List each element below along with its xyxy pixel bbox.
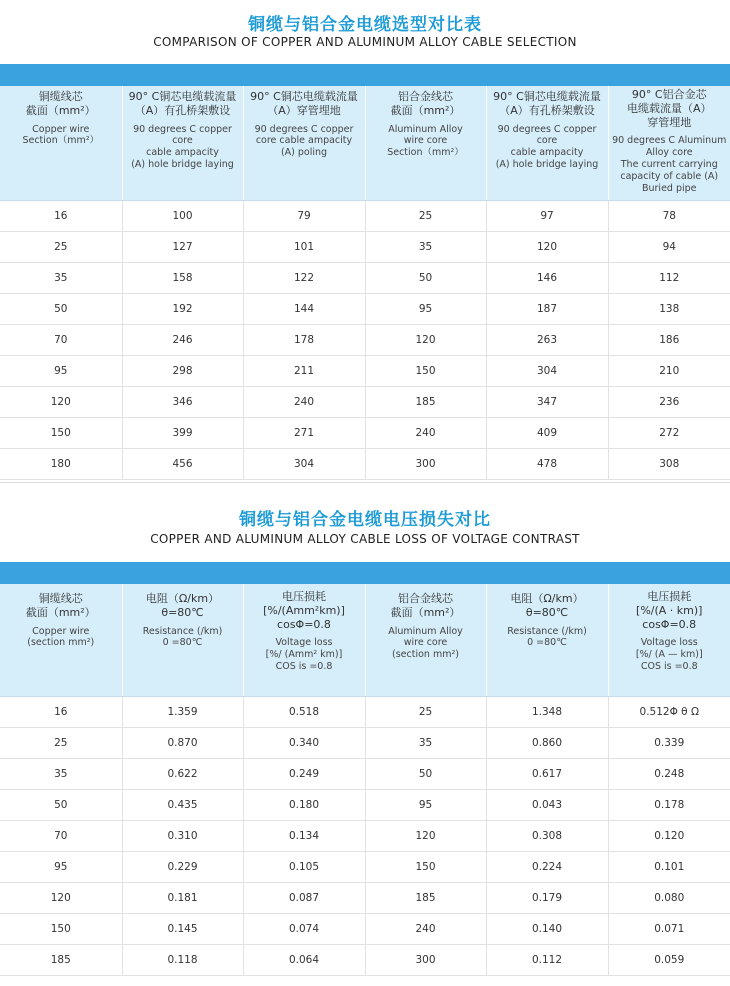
table-cell: 304 xyxy=(486,355,608,386)
table-cell: 50 xyxy=(0,293,122,324)
header-text-cn: 电压损耗 xyxy=(282,590,326,603)
table-cell: 16 xyxy=(0,200,122,231)
header-text-cn: 90° C铝合金芯 xyxy=(631,88,707,101)
table-cell: 0.087 xyxy=(243,882,365,913)
header-text-en: cable ampacity xyxy=(146,147,219,159)
header-text-cn: 90° C铜芯电缆载流量 xyxy=(128,90,237,103)
header-text-cn: 铝合金线芯 xyxy=(398,592,453,605)
table-cell: 120 xyxy=(365,324,486,355)
table-cell: 246 xyxy=(122,324,243,355)
header-text-en: cable ampacity xyxy=(510,147,584,159)
table-cell: 0.512Φ θ Ω xyxy=(608,696,730,727)
header-text-cn: 铜缆线芯 xyxy=(38,90,83,103)
table-cell: 16 xyxy=(0,696,122,727)
table-cell: 35 xyxy=(365,231,486,262)
header-text-en: Aluminum Alloy xyxy=(388,123,463,135)
table-cell: 263 xyxy=(486,324,608,355)
column-header xyxy=(365,584,486,696)
table-cell: 0.181 xyxy=(122,882,243,913)
table-cell: 240 xyxy=(243,386,365,417)
table-cell: 185 xyxy=(365,882,486,913)
cable-selection-table xyxy=(0,86,730,480)
table-cell: 94 xyxy=(608,231,730,262)
table-cell: 0.617 xyxy=(486,758,608,789)
voltage-loss-table xyxy=(0,584,730,976)
header-text-en: (A) hole bridge laying xyxy=(495,159,599,171)
table-row xyxy=(0,851,730,882)
column-header xyxy=(243,86,365,200)
table-cell: 0.518 xyxy=(243,696,365,727)
table-cell: 308 xyxy=(608,448,730,479)
table-cell: 150 xyxy=(365,851,486,882)
column-header xyxy=(486,86,608,200)
table-row xyxy=(0,944,730,975)
column-header xyxy=(0,584,122,696)
table-row xyxy=(0,231,730,262)
section1-end-line xyxy=(0,482,730,483)
table-cell: 180 xyxy=(0,448,122,479)
table-row xyxy=(0,789,730,820)
table-cell: 0.112 xyxy=(486,944,608,975)
table-cell: 35 xyxy=(365,727,486,758)
header-text-cn: θ=80℃ xyxy=(525,605,569,619)
table-cell: 300 xyxy=(365,944,486,975)
table-cell: 210 xyxy=(608,355,730,386)
table-cell: 0.229 xyxy=(122,851,243,882)
table-cell: 0.435 xyxy=(122,789,243,820)
header-text-cn: 截面（mm²） xyxy=(25,605,96,619)
table-cell: 79 xyxy=(243,200,365,231)
table-cell: 25 xyxy=(365,200,486,231)
column-header xyxy=(0,86,122,200)
table-cell: 211 xyxy=(243,355,365,386)
table-cell: 127 xyxy=(122,231,243,262)
table-row xyxy=(0,200,730,231)
table-cell: 0.145 xyxy=(122,913,243,944)
table-row xyxy=(0,696,730,727)
table-row xyxy=(0,293,730,324)
table-cell: 95 xyxy=(365,293,486,324)
header-text-en: Buried pipe xyxy=(641,182,697,194)
section1-header-bar xyxy=(0,64,730,86)
table-cell: 478 xyxy=(486,448,608,479)
table-cell: 78 xyxy=(608,200,730,231)
header-text-en: 90 degrees C copper core xyxy=(497,123,597,147)
header-text-en: 0 =80℃ xyxy=(527,637,567,649)
header-text-en: Aluminum Alloy xyxy=(388,625,463,637)
header-text-en: COS is =0.8 xyxy=(640,661,698,672)
table-cell: 0.064 xyxy=(243,944,365,975)
table-cell: 150 xyxy=(0,913,122,944)
header-text-en: Copper wire xyxy=(32,625,90,637)
table-row xyxy=(0,386,730,417)
header-text-cn: 90° C铜芯电缆载流量 xyxy=(493,90,601,103)
header-text-cn: 90° C铜芯电缆载流量 xyxy=(250,90,358,103)
table-cell: 146 xyxy=(486,262,608,293)
header-text-en: Resistance (/km) xyxy=(507,625,587,637)
table-cell: 0.308 xyxy=(486,820,608,851)
table-cell: 158 xyxy=(122,262,243,293)
table-cell: 298 xyxy=(122,355,243,386)
header-text-en: capacity of cable (A) xyxy=(620,170,719,182)
table-cell: 0.249 xyxy=(243,758,365,789)
table-cell: 409 xyxy=(486,417,608,448)
table-cell: 35 xyxy=(0,758,122,789)
table-cell: 0.860 xyxy=(486,727,608,758)
header-text-en: (section mm²) xyxy=(27,637,95,649)
table-cell: 95 xyxy=(365,789,486,820)
table-cell: 272 xyxy=(608,417,730,448)
header-text-cn: 电阻（Ω/km） xyxy=(510,592,584,605)
table-cell: 1.359 xyxy=(122,696,243,727)
header-text-en: The current carrying xyxy=(620,159,718,170)
table-row xyxy=(0,417,730,448)
table-cell: 0.180 xyxy=(243,789,365,820)
table-row xyxy=(0,820,730,851)
table-cell: 120 xyxy=(365,820,486,851)
table-cell: 122 xyxy=(243,262,365,293)
header-text-en: Alloy core xyxy=(645,147,693,159)
table-cell: 300 xyxy=(365,448,486,479)
table-row xyxy=(0,448,730,479)
table-cell: 50 xyxy=(365,262,486,293)
table-cell: 25 xyxy=(365,696,486,727)
table-cell: 0.080 xyxy=(608,882,730,913)
header-text-en: 90 degrees C copper core xyxy=(133,123,232,147)
table-header-row xyxy=(0,86,730,200)
table-cell: 0.140 xyxy=(486,913,608,944)
table-cell: 186 xyxy=(608,324,730,355)
table-cell: 0.120 xyxy=(608,820,730,851)
table-cell: 101 xyxy=(243,231,365,262)
table-cell: 0.310 xyxy=(122,820,243,851)
table-cell: 0.059 xyxy=(608,944,730,975)
table-cell: 347 xyxy=(486,386,608,417)
table-row xyxy=(0,758,730,789)
table-cell: 185 xyxy=(365,386,486,417)
table-cell: 0.622 xyxy=(122,758,243,789)
table-cell: 120 xyxy=(0,882,122,913)
table-cell: 185 xyxy=(0,944,122,975)
table-cell: 144 xyxy=(243,293,365,324)
section1-title-en: COMPARISON OF COPPER AND ALUMINUM ALLOY CABLE SELECTION xyxy=(153,35,577,49)
table-cell: 0.134 xyxy=(243,820,365,851)
table-cell: 150 xyxy=(365,355,486,386)
header-text-en: Resistance (/km) xyxy=(142,625,223,637)
column-header xyxy=(243,584,365,696)
table-cell: 346 xyxy=(122,386,243,417)
table-cell: 0.224 xyxy=(486,851,608,882)
header-text-en: (A) poling xyxy=(280,147,328,159)
table-cell: 120 xyxy=(0,386,122,417)
header-text-en: COS is =0.8 xyxy=(275,661,333,672)
table-cell: 150 xyxy=(0,417,122,448)
header-text-cn: 电阻（Ω/km） xyxy=(145,592,220,605)
table-row xyxy=(0,913,730,944)
table-cell: 138 xyxy=(608,293,730,324)
table-cell: 0.118 xyxy=(122,944,243,975)
table-cell: 0.179 xyxy=(486,882,608,913)
table-row xyxy=(0,324,730,355)
table-cell: 50 xyxy=(0,789,122,820)
header-text-en: wire core xyxy=(403,637,448,649)
column-header xyxy=(608,584,730,696)
table-cell: 120 xyxy=(486,231,608,262)
table-cell: 0.101 xyxy=(608,851,730,882)
table-cell: 178 xyxy=(243,324,365,355)
column-header xyxy=(608,86,730,200)
header-text-en: Section（mm²） xyxy=(387,147,464,159)
header-text-en: wire core xyxy=(403,135,448,147)
table-row xyxy=(0,355,730,386)
header-text-en: [%/ (A — km)] xyxy=(635,649,703,661)
table-cell: 25 xyxy=(0,231,122,262)
table-cell: 100 xyxy=(122,200,243,231)
table-cell: 0.071 xyxy=(608,913,730,944)
table-cell: 35 xyxy=(0,262,122,293)
column-header xyxy=(486,584,608,696)
table-cell: 70 xyxy=(0,820,122,851)
table-cell: 0.339 xyxy=(608,727,730,758)
table-header-row xyxy=(0,584,730,696)
table-cell: 0.248 xyxy=(608,758,730,789)
header-text-en: Section（mm²） xyxy=(22,135,100,147)
table-cell: 95 xyxy=(0,851,122,882)
header-text-cn: 电压损耗 xyxy=(647,590,692,603)
table-row xyxy=(0,262,730,293)
header-text-cn: 铝合金线芯 xyxy=(398,90,453,103)
table-row xyxy=(0,727,730,758)
header-text-en: (section mm²) xyxy=(392,649,459,661)
table-cell: 50 xyxy=(365,758,486,789)
table-cell: 271 xyxy=(243,417,365,448)
header-text-en: Copper wire xyxy=(32,123,90,135)
section2-title-cn: 铜缆与铝合金电缆电压损失对比 xyxy=(239,510,491,530)
section1-title-cn: 铜缆与铝合金电缆选型对比表 xyxy=(248,15,482,35)
header-text-cn: 截面（mm²） xyxy=(390,605,461,619)
table-cell: 70 xyxy=(0,324,122,355)
table-cell: 0.105 xyxy=(243,851,365,882)
header-text-en: Voltage loss xyxy=(275,637,333,649)
header-text-cn: θ=80℃ xyxy=(161,605,204,619)
header-text-cn: 截面（mm²） xyxy=(390,103,461,117)
table-cell: 0.043 xyxy=(486,789,608,820)
header-text-cn: （A）有孔桥架敷设 xyxy=(134,103,231,117)
header-text-cn: 电缆载流量（A） xyxy=(626,101,712,115)
header-text-cn: （A）有孔桥架敷设 xyxy=(499,103,595,117)
table-cell: 399 xyxy=(122,417,243,448)
header-text-cn: [%/(A · km)] xyxy=(636,603,703,617)
table-cell: 0.074 xyxy=(243,913,365,944)
header-text-en: Voltage loss xyxy=(640,637,698,649)
table-cell: 95 xyxy=(0,355,122,386)
column-header xyxy=(122,584,243,696)
header-text-cn: 穿管埋地 xyxy=(647,115,692,129)
header-text-en: 90 degrees C copper xyxy=(254,123,354,135)
table-cell: 192 xyxy=(122,293,243,324)
table-cell: 0.870 xyxy=(122,727,243,758)
table-row xyxy=(0,882,730,913)
header-text-en: 0 =80℃ xyxy=(162,637,203,649)
table-cell: 304 xyxy=(243,448,365,479)
section2-title-en: COPPER AND ALUMINUM ALLOY CABLE LOSS OF VOLTAGE CONTRAST xyxy=(150,532,580,546)
table-cell: 456 xyxy=(122,448,243,479)
header-text-en: [%/ (Amm² km)] xyxy=(265,649,343,661)
header-text-en: core cable ampacity xyxy=(255,135,353,147)
table-cell: 0.178 xyxy=(608,789,730,820)
header-text-cn: 铜缆线芯 xyxy=(38,592,83,605)
header-text-en: (A) hole bridge laying xyxy=(131,159,234,171)
table-cell: 236 xyxy=(608,386,730,417)
header-text-cn: cosΦ=0.8 xyxy=(277,617,331,631)
table-cell: 97 xyxy=(486,200,608,231)
table-cell: 240 xyxy=(365,913,486,944)
header-text-en: 90 degrees C Aluminum xyxy=(612,135,727,147)
table-cell: 112 xyxy=(608,262,730,293)
column-header xyxy=(365,86,486,200)
table-cell: 187 xyxy=(486,293,608,324)
header-text-cn: [%/(Amm²km)] xyxy=(263,603,345,617)
header-text-cn: cosΦ=0.8 xyxy=(642,617,697,631)
header-text-cn: （A）穿管埋地 xyxy=(267,103,341,117)
table-cell: 1.348 xyxy=(486,696,608,727)
table-cell: 0.340 xyxy=(243,727,365,758)
header-text-cn: 截面（mm²） xyxy=(25,103,96,117)
table-cell: 240 xyxy=(365,417,486,448)
column-header xyxy=(122,86,243,200)
section2-header-bar xyxy=(0,562,730,584)
table-cell: 25 xyxy=(0,727,122,758)
